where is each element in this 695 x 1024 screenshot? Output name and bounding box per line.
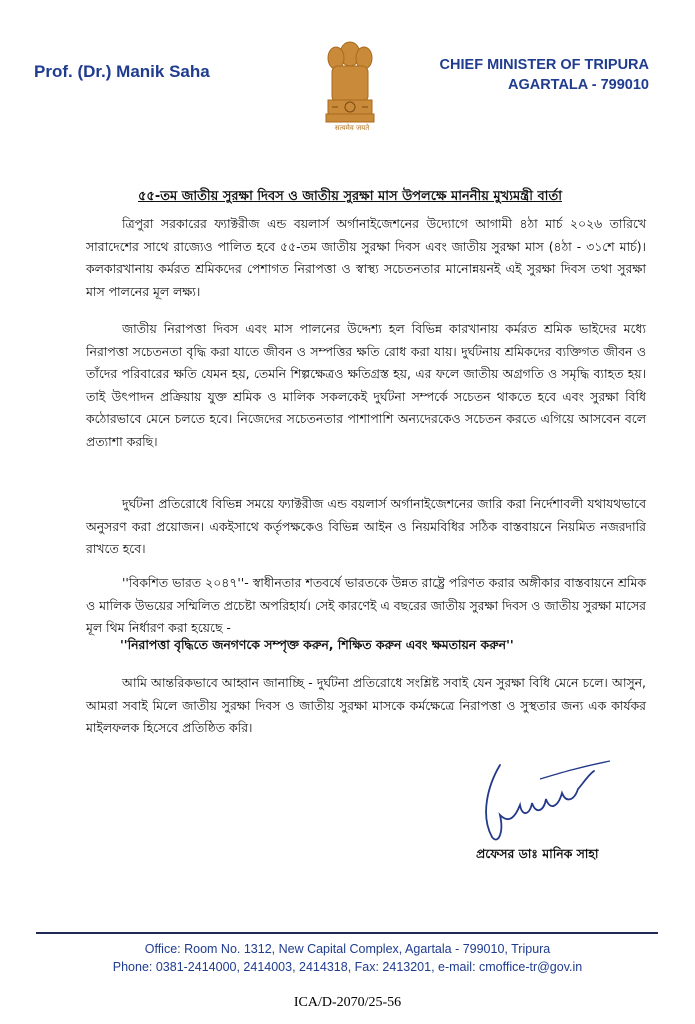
signatory-name: প্রফেসর ডাঃ মানিক সাহা <box>476 846 599 861</box>
paragraph-3 <box>86 493 646 561</box>
footer-address: Office: Room No. 1312, New Capital Complex, Agartala - 799010, Tripura <box>144 942 551 956</box>
paragraph-4 <box>86 572 646 640</box>
office-title: CHIEF MINISTER OF TRIPURA <box>439 57 649 73</box>
footer-phone: Phone: 0381-2414000, 2414003, 2414318, Fax: 2413201, e-mail: cmoffice-tr@gov.in <box>112 960 583 974</box>
paragraph-1 <box>86 213 646 303</box>
handwritten-signature <box>470 745 630 855</box>
office-header <box>440 55 649 95</box>
emblem-motto: सत्यमेव जयते <box>334 124 370 132</box>
footer-divider <box>36 932 658 934</box>
paragraph-1-text: ত্রিপুরা সরকারের ফ্যাক্টরীজ এন্ড বয়লার্স অর্গানাইজেশনের উদ্যোগে আগামী ৪ঠা মার্চ ২০২৬ তারিখে সারাদেশের সাথে রাজ্যেও পালিত হবে ৫৫-তম জাতীয় সুরক্ষা দিবস এবং জাতীয় সুরক্ষা মাস (৪ঠা - ৩১শে মার্চ)। কলকারখানায় কর্মরত শ্রমিকদের পেশাগত নিরাপত্তা ও স্বাস্থ্য সচেতনতার মানোন্নয়নই এই সুরক্ষা দিবস তথা সুরক্ষা মাস পালনের মূল লক্ষ্য। <box>86 216 646 299</box>
letter-title: ৫৫-তম জাতীয় সুরক্ষা দিবস ও জাতীয় সুরক্ষা মাস উপলক্ষে মাননীয় মুখ্যমন্ত্রী বার্তা <box>138 189 562 204</box>
paragraph-4-text: ''বিকশিত ভারত ২০৪৭''- স্বাধীনতার শতবর্ষে ভারতকে উন্নত রাষ্ট্রে পরিণত করার অঙ্গীকার বাস্তবায়নে শ্রমিক ও মালিক উভয়ের সম্মিলিত প্রচেষ্টা অপরিহার্য। সেই কারণেই এ বছরের জাতীয় সুরক্ষা দিবস ও জাতীয় সুরক্ষা মাসের মূল থিম নির্ধারণ করা হয়েছে - <box>86 575 646 635</box>
footer-contact <box>0 940 695 976</box>
closing-paragraph <box>86 672 646 740</box>
paragraph-2-text: জাতীয় নিরাপত্তা দিবস এবং মাস পালনের উদ্দেশ্য হল বিভিন্ন কারখানায় কর্মরত শ্রমিক ভাইদের মধ্যে নিরাপত্তা সচেতনতা বৃদ্ধি করা যাতে জীবন ও সম্পত্তির ক্ষতি রোধ করা যায়। দুর্ঘটনায় শ্রমিকদের ব্যক্তিগত জীবন ও তাঁদের পরিবারের ক্ষতি যেমন হয়, তেমনি শিল্পক্ষেত্রও ক্ষতিগ্রস্ত হয়, এর ফলে জাতীয় অগ্রগতি ও সমৃদ্ধি ব্যাহত হয়। তাই উৎপাদন প্রক্রিয়ায় যুক্ত শ্রমিক ও মালিক সকলকেই দুর্ঘটনা সম্পর্কে সচেতন থাকতে হবে এবং সুরক্ষা বিধি কঠোরভাবে মেনে চলতে হবে। নিজেদের সচেতনতার পাশাপাশি অন্যদেরকেও সচেতন করতে এগিয়ে আসবেন বলে প্রত্যাশা করছি। <box>86 321 646 449</box>
paragraph-2 <box>86 318 646 453</box>
office-location: AGARTALA - 799010 <box>507 77 649 93</box>
sender-name: Prof. (Dr.) Manik Saha <box>34 62 210 81</box>
paragraph-3-text: দুর্ঘটনা প্রতিরোধে বিভিন্ন সময়ে ফ্যাক্টরীজ এন্ড বয়লার্স অর্গানাইজেশনের জারি করা নির্দেশাবলী যথাযথভাবে অনুসরণ করা প্রয়োজন। একইসাথে কর্তৃপক্ষকেও বিভিন্ন আইন ও নিয়মবিধির সঠিক বাস্তবায়নে নিয়মিত নজরদারি রাখতে হবে। <box>86 496 646 556</box>
theme-slogan: ''নিরাপত্তা বৃদ্ধিতে জনগণকে সম্পৃক্ত করুন, শিক্ষিত করুন এবং ক্ষমতায়ন করুন'' <box>120 637 514 652</box>
state-emblem-icon <box>318 34 382 138</box>
reference-number: ICA/D-2070/25-56 <box>293 995 402 1010</box>
closing-text: আমি আন্তরিকভাবে আহ্বান জানাচ্ছি - দুর্ঘটনা প্রতিরোধে সংশ্লিষ্ট সবাই যেন সুরক্ষা বিধি মেনে চলে। আসুন, আমরা সবাই মিলে জাতীয় সুরক্ষা দিবস ও জাতীয় সুরক্ষা মাসকে কর্মক্ষেত্রে নিরাপত্তা ও সুস্থতার জন্য এক কার্যকর মাইলফলক হিসেবে প্রতিষ্ঠিত করি। <box>86 675 646 735</box>
